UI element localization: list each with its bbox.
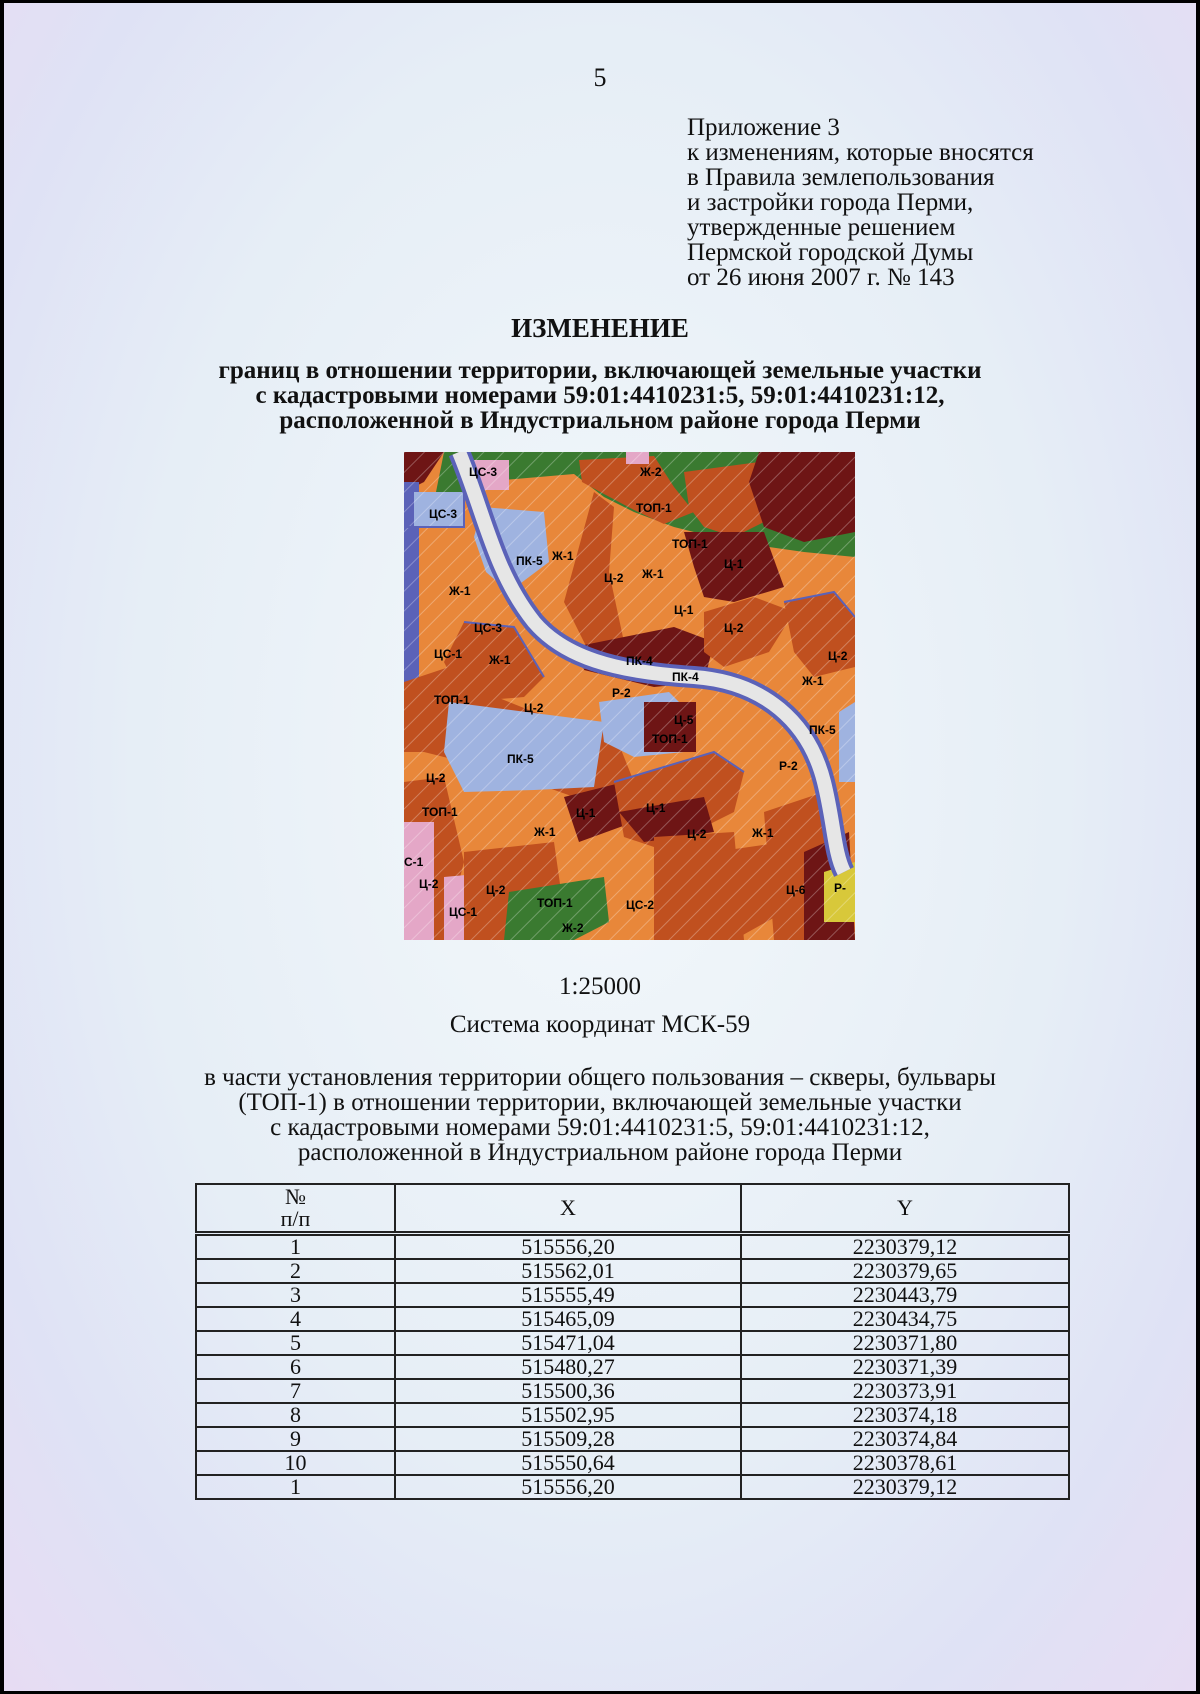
row-number: 4 bbox=[196, 1307, 395, 1331]
header-x: X bbox=[395, 1184, 741, 1234]
svg-text:Ж-1: Ж-1 bbox=[802, 674, 824, 688]
row-x: 515480,27 bbox=[395, 1355, 741, 1379]
row-number: 5 bbox=[196, 1331, 395, 1355]
svg-text:ТОП-1: ТОП-1 bbox=[422, 805, 458, 819]
document-page bbox=[4, 3, 1196, 1691]
row-y: 2230379,12 bbox=[741, 1475, 1069, 1499]
svg-text:Ц-2: Ц-2 bbox=[524, 701, 544, 715]
svg-text:Ц-1: Ц-1 bbox=[576, 806, 596, 820]
coordinate-system: Система координат МСК-59 bbox=[449, 1011, 751, 1038]
svg-text:Ж-1: Ж-1 bbox=[752, 826, 774, 840]
row-y: 2230371,80 bbox=[741, 1331, 1069, 1355]
row-number: 6 bbox=[196, 1355, 395, 1379]
svg-text:Ж-1: Ж-1 bbox=[449, 584, 471, 598]
svg-text:Ц-1: Ц-1 bbox=[646, 801, 666, 815]
svg-text:Ж-2: Ж-2 bbox=[640, 465, 662, 479]
description-line: с кадастровыми номерами 59:01:4410231:5, 59:01:4410231:12, bbox=[270, 1114, 930, 1141]
row-y: 2230434,75 bbox=[741, 1307, 1069, 1331]
svg-text:Ж-1: Ж-1 bbox=[489, 653, 511, 667]
table-body bbox=[196, 1234, 1069, 1500]
svg-text:Ж-1: Ж-1 bbox=[534, 825, 556, 839]
row-y: 2230371,39 bbox=[741, 1355, 1069, 1379]
row-x: 515556,20 bbox=[395, 1234, 741, 1260]
svg-text:Ж-2: Ж-2 bbox=[562, 921, 584, 935]
row-y: 2230443,79 bbox=[741, 1283, 1069, 1307]
table-row bbox=[196, 1283, 1069, 1307]
svg-text:ЦС-1: ЦС-1 bbox=[449, 905, 478, 919]
row-x: 515500,36 bbox=[395, 1379, 741, 1403]
svg-text:ПК-4: ПК-4 bbox=[672, 670, 699, 684]
svg-text:Ц-2: Ц-2 bbox=[687, 827, 707, 841]
row-x: 515471,04 bbox=[395, 1331, 741, 1355]
appendix-line: к изменениям, которые вносятся bbox=[687, 139, 1034, 166]
table-row bbox=[196, 1234, 1069, 1260]
svg-text:Ц-1: Ц-1 bbox=[724, 557, 744, 571]
svg-text:ЦС-1: ЦС-1 bbox=[434, 647, 463, 661]
svg-text:ПК-5: ПК-5 bbox=[507, 752, 534, 766]
row-y: 2230378,61 bbox=[741, 1451, 1069, 1475]
coordinates-table bbox=[195, 1183, 1070, 1500]
svg-text:Ц-5: Ц-5 bbox=[674, 713, 694, 727]
description-line: (ТОП-1) в отношении территории, включающей земельные участки bbox=[238, 1089, 962, 1116]
description-line: в части установления территории общего пользования – скверы, бульвары bbox=[204, 1064, 996, 1091]
svg-text:Ц-2: Ц-2 bbox=[426, 771, 446, 785]
svg-text:ЦС-2: ЦС-2 bbox=[626, 898, 655, 912]
table-description bbox=[104, 1065, 1096, 1165]
svg-text:ТОП-1: ТОП-1 bbox=[636, 501, 672, 515]
zoning-map bbox=[404, 452, 855, 940]
subtitle-line: границ в отношении территории, включающей земельные участки bbox=[218, 357, 982, 384]
row-x: 515502,95 bbox=[395, 1403, 741, 1427]
svg-text:ПК-5: ПК-5 bbox=[516, 554, 543, 568]
page-number: 5 bbox=[593, 63, 607, 92]
appendix-line: Пермской городской Думы bbox=[687, 239, 974, 266]
svg-text:Ц-6: Ц-6 bbox=[786, 883, 806, 897]
subtitle-line: расположенной в Индустриальном районе города Перми bbox=[279, 407, 921, 434]
table-row bbox=[196, 1355, 1069, 1379]
document-subtitle bbox=[104, 358, 1096, 433]
svg-text:Ж-1: Ж-1 bbox=[642, 567, 664, 581]
appendix-note bbox=[687, 115, 1034, 290]
svg-text:Ц-2: Ц-2 bbox=[828, 649, 848, 663]
svg-text:Ц-2: Ц-2 bbox=[604, 571, 624, 585]
row-y: 2230373,91 bbox=[741, 1379, 1069, 1403]
svg-text:ТОП-1: ТОП-1 bbox=[434, 693, 470, 707]
row-number: 2 bbox=[196, 1259, 395, 1283]
appendix-line: в Правила землепользования bbox=[687, 164, 995, 191]
header-y: Y bbox=[741, 1184, 1069, 1234]
table-row bbox=[196, 1331, 1069, 1355]
row-x: 515555,49 bbox=[395, 1283, 741, 1307]
table-row bbox=[196, 1259, 1069, 1283]
appendix-line: утвержденные решением bbox=[687, 214, 956, 241]
svg-text:Р-2: Р-2 bbox=[612, 686, 631, 700]
svg-text:Ж-1: Ж-1 bbox=[552, 549, 574, 563]
row-y: 2230374,18 bbox=[741, 1403, 1069, 1427]
svg-text:ПК-5: ПК-5 bbox=[809, 723, 836, 737]
row-x: 515556,20 bbox=[395, 1475, 741, 1499]
svg-text:Ц-1: Ц-1 bbox=[674, 603, 694, 617]
table-row bbox=[196, 1427, 1069, 1451]
svg-text:С-1: С-1 bbox=[404, 855, 424, 869]
svg-text:Ц-2: Ц-2 bbox=[724, 621, 744, 635]
row-y: 2230379,12 bbox=[741, 1234, 1069, 1260]
svg-text:ЦС-3: ЦС-3 bbox=[469, 465, 498, 479]
row-x: 515509,28 bbox=[395, 1427, 741, 1451]
table-row bbox=[196, 1451, 1069, 1475]
appendix-line: от 26 июня 2007 г. № 143 bbox=[687, 264, 955, 291]
header-num: № п/п bbox=[196, 1184, 395, 1234]
table-row bbox=[196, 1307, 1069, 1331]
row-number: 1 bbox=[196, 1234, 395, 1260]
row-x: 515562,01 bbox=[395, 1259, 741, 1283]
svg-text:Ц-2: Ц-2 bbox=[486, 883, 506, 897]
svg-text:ЦС-3: ЦС-3 bbox=[474, 621, 503, 635]
map-scale: 1:25000 bbox=[559, 973, 641, 1000]
appendix-line: и застройки города Перми, bbox=[687, 189, 974, 216]
row-number: 1 bbox=[196, 1475, 395, 1499]
row-number: 7 bbox=[196, 1379, 395, 1403]
table-row bbox=[196, 1475, 1069, 1499]
svg-text:Р-: Р- bbox=[834, 881, 846, 895]
row-x: 515550,64 bbox=[395, 1451, 741, 1475]
subtitle-line: с кадастровыми номерами 59:01:4410231:5, 59:01:4410231:12, bbox=[255, 382, 945, 409]
svg-text:ТОП-1: ТОП-1 bbox=[652, 732, 688, 746]
svg-text:ПК-4: ПК-4 bbox=[626, 654, 653, 668]
row-number: 3 bbox=[196, 1283, 395, 1307]
description-line: расположенной в Индустриальном районе города Перми bbox=[297, 1139, 903, 1166]
svg-text:Ц-2: Ц-2 bbox=[419, 877, 439, 891]
svg-text:ТОП-1: ТОП-1 bbox=[537, 896, 573, 910]
row-y: 2230379,65 bbox=[741, 1259, 1069, 1283]
table-header-row bbox=[196, 1184, 1069, 1234]
svg-text:ТОП-1: ТОП-1 bbox=[672, 537, 708, 551]
row-y: 2230374,84 bbox=[741, 1427, 1069, 1451]
appendix-line: Приложение 3 bbox=[687, 114, 840, 141]
svg-text:Р-2: Р-2 bbox=[779, 759, 798, 773]
row-number: 10 bbox=[196, 1451, 395, 1475]
table-row bbox=[196, 1403, 1069, 1427]
row-number: 8 bbox=[196, 1403, 395, 1427]
row-number: 9 bbox=[196, 1427, 395, 1451]
row-x: 515465,09 bbox=[395, 1307, 741, 1331]
svg-text:ЦС-3: ЦС-3 bbox=[429, 507, 458, 521]
table-row bbox=[196, 1379, 1069, 1403]
document-title: ИЗМЕНЕНИЕ bbox=[511, 313, 689, 343]
